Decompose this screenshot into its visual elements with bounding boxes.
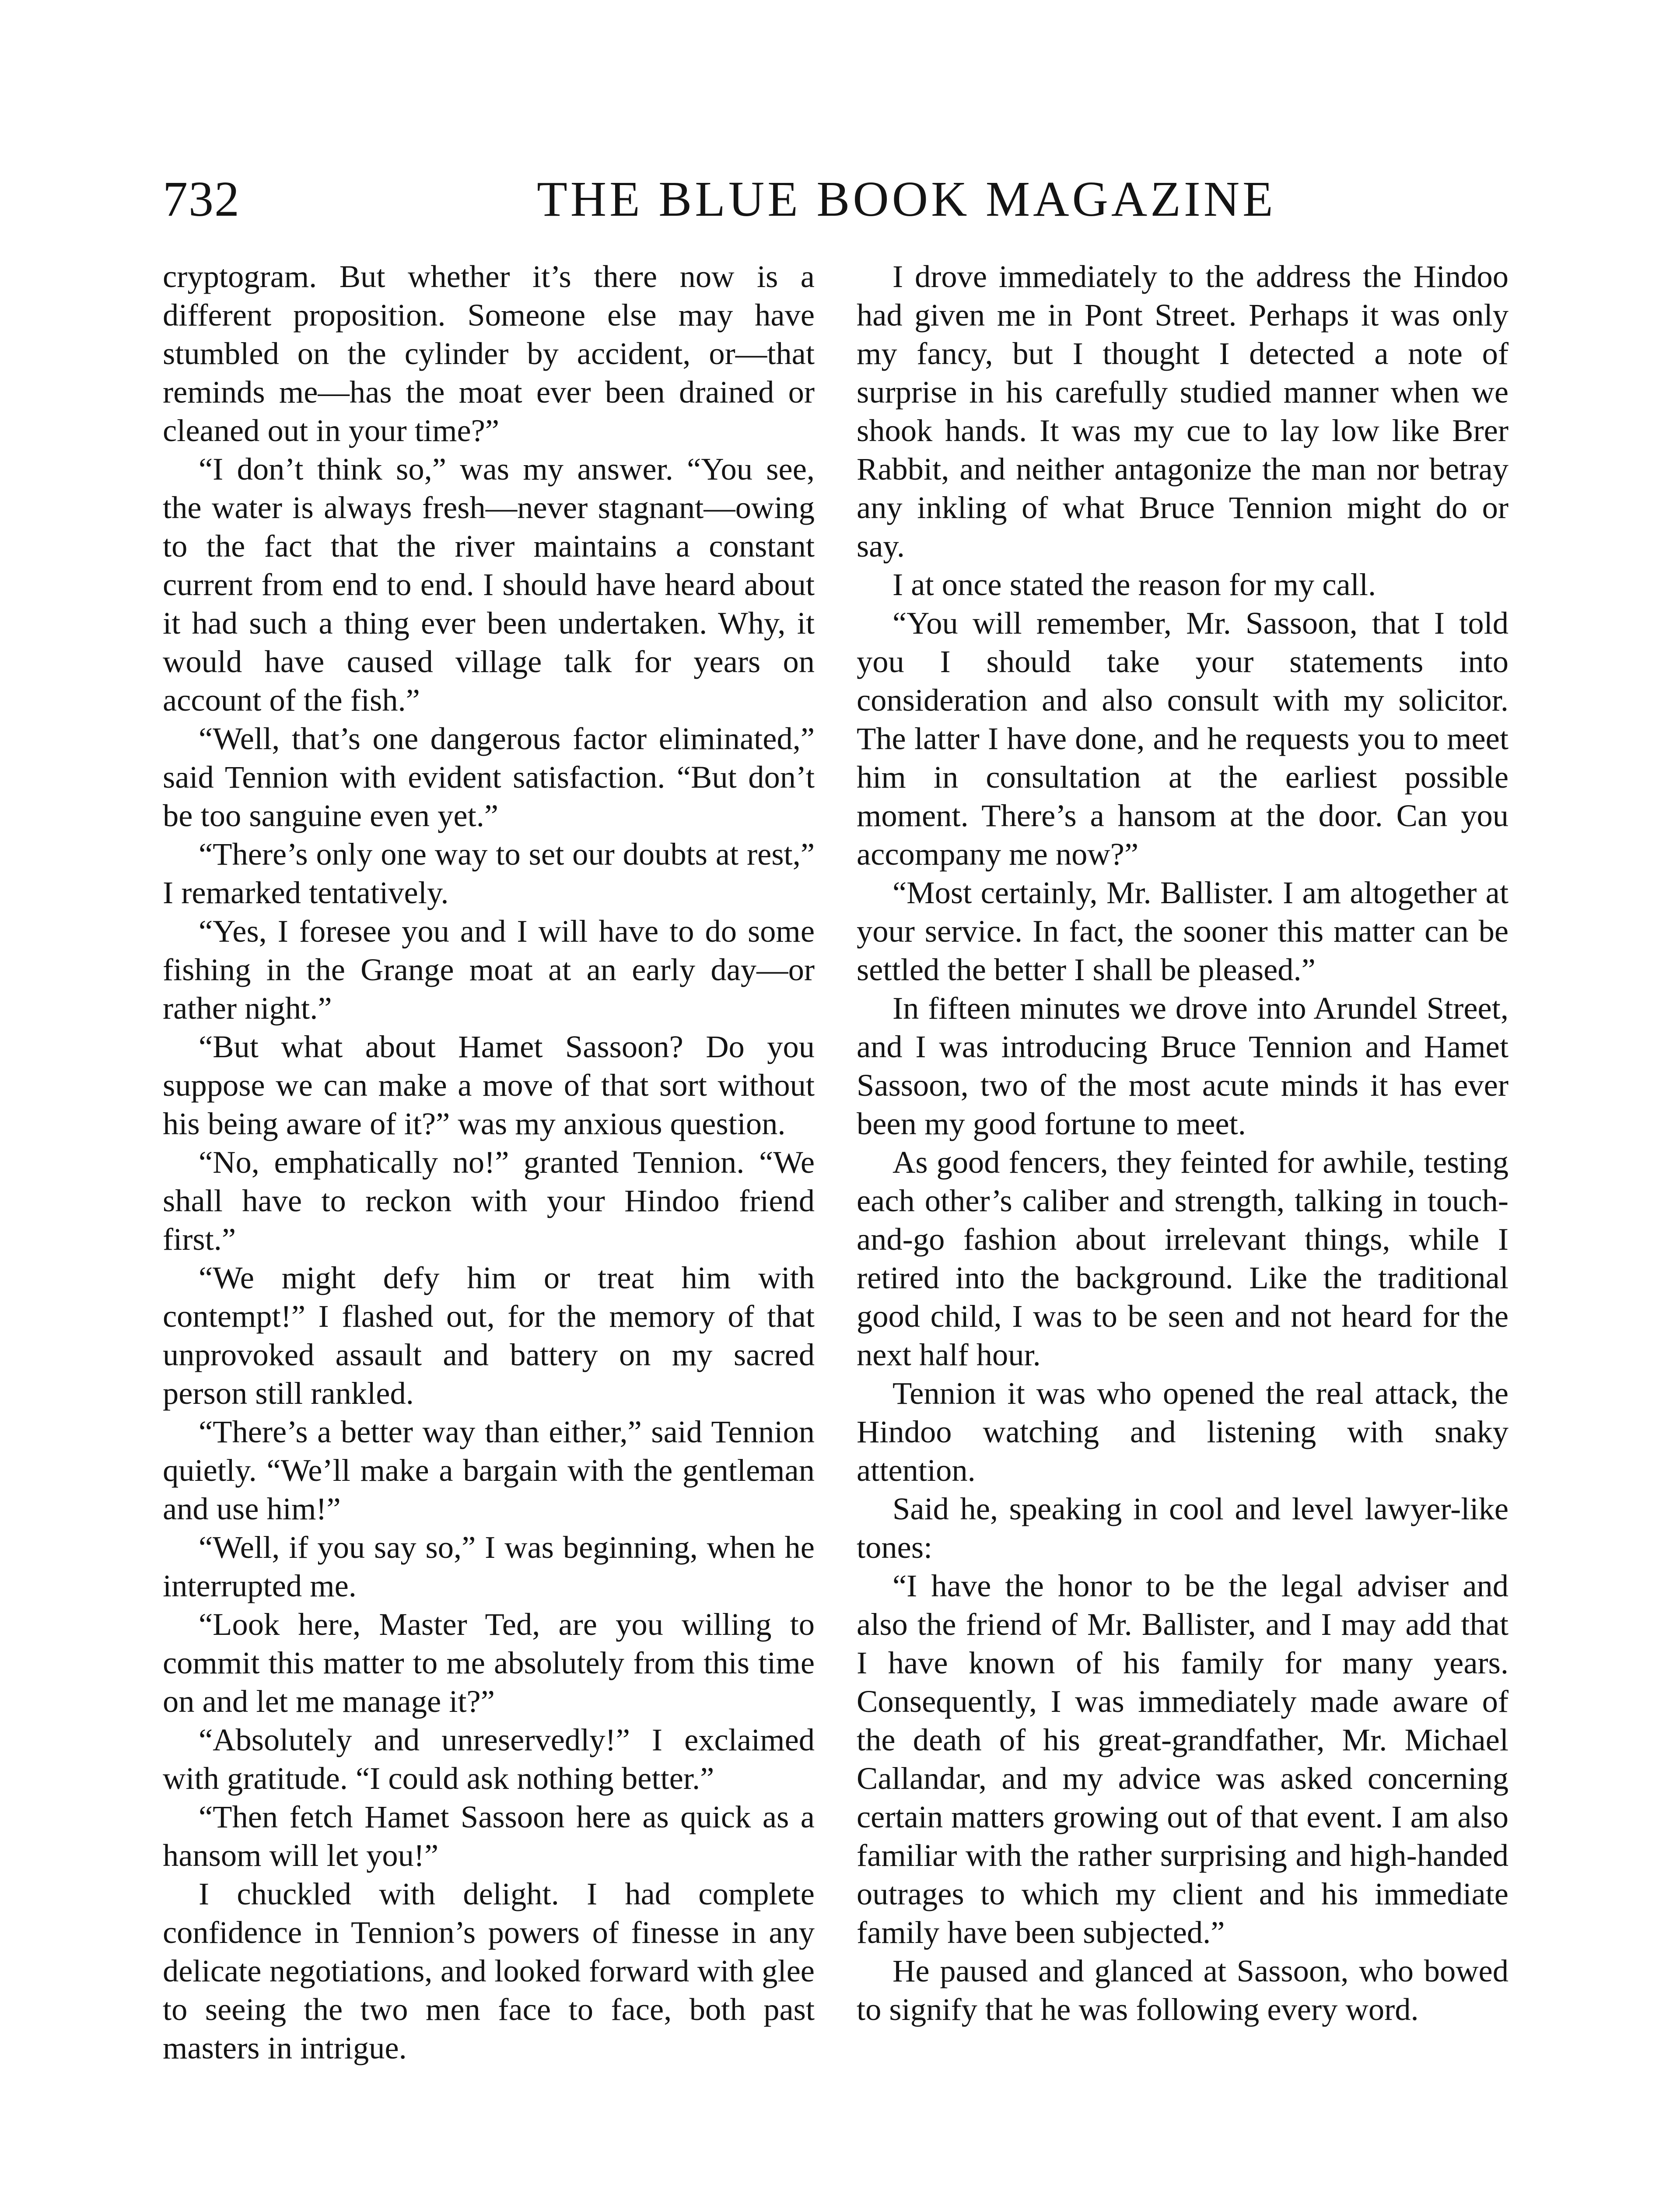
paragraph: “Then fetch Hamet Sassoon here as quick as a hansom will let you!”	[163, 1799, 815, 1873]
paragraph: “Most certainly, Mr. Ballister. I am altogether at your service. In fact, the sooner this matter can be settled the better I shall be pleased.”	[857, 875, 1508, 987]
paragraph: “Well, that’s one dangerous factor eliminated,” said Tennion with evident satisfaction. “But don’t be too sanguine even yet.”	[163, 721, 815, 833]
paragraph: Said he, speaking in cool and level lawyer-like tones:	[857, 1491, 1508, 1565]
paragraph: “I don’t think so,” was my answer. “You see, the water is always fresh—never stagnant—owing to the fact that the river maintains a constant current from end to end. I should have heard about it had such a thing ever been undertaken. Why, it would have caused village talk for years on account of the fish.”	[163, 451, 815, 718]
paragraph: “Look here, Master Ted, are you willing to commit this matter to me absolutely from this time on and let me manage it?”	[163, 1606, 815, 1719]
paragraph: “Absolutely and unreservedly!” I exclaimed with gratitude. “I could ask nothing better.”	[163, 1722, 815, 1796]
page-number: 732	[163, 171, 240, 227]
paragraph: “I have the honor to be the legal adviser and also the friend of Mr. Ballister, and I may add that I have known of his family for many years. Consequently, I was immediately made aware of the death of his great-grandfather, Mr. Michael Callandar, and my advice was asked concerning certain matters growing out of that event. I am also familiar with the rather surprising and high-handed outrages to which my client and his immediate family have been subjected.”	[857, 1568, 1508, 1950]
paragraph: “There’s a better way than either,” said Tennion quietly. “We’ll make a bargain with the gentleman and use him!”	[163, 1414, 815, 1526]
left-column	[163, 257, 815, 2067]
right-column	[857, 257, 1508, 2029]
paragraph: “You will remember, Mr. Sassoon, that I told you I should take your statements into consideration and also consult with my solicitor. The latter I have done, and he requests you to meet him in consultation at the earliest possible moment. There’s a hansom at the door. Can you accompany me now?”	[857, 605, 1508, 872]
paragraph: I chuckled with delight. I had complete confidence in Tennion’s powers of finesse in any delicate negotiations, and looked forward with glee to seeing the two men face to face, both past masters in intrigue.	[163, 1876, 815, 2065]
paragraph: In fifteen minutes we drove into Arundel Street, and I was introducing Bruce Tennion and Hamet Sassoon, two of the most acute minds it has ever been my good fortune to meet.	[857, 990, 1508, 1141]
paragraph: “We might defy him or treat him with contempt!” I flashed out, for the memory of that unprovoked assault and battery on my sacred person still rankled.	[163, 1260, 815, 1411]
paragraph: “Well, if you say so,” I was beginning, when he interrupted me.	[163, 1529, 815, 1603]
paragraph: “No, emphatically no!” granted Tennion. “We shall have to reckon with your Hindoo friend first.”	[163, 1144, 815, 1257]
paragraph: “There’s only one way to set our doubts at rest,” I remarked tentatively.	[163, 836, 815, 910]
paragraph: As good fencers, they feinted for awhile, testing each other’s caliber and strength, talking in touch-and-go fashion about irrelevant things, while I retired into the background. Like the traditional good child, I was to be seen and not heard for the next half hour.	[857, 1144, 1508, 1372]
magazine-title: THE BLUE BOOK MAGAZINE	[537, 171, 1276, 227]
paragraph: “Yes, I foresee you and I will have to do some fishing in the Grange moat at an early day—or rather night.”	[163, 913, 815, 1026]
paragraph: Tennion it was who opened the real attack, the Hindoo watching and listening with snaky attention.	[857, 1375, 1508, 1488]
page-header	[163, 166, 1646, 232]
paragraph: I drove immediately to the address the Hindoo had given me in Pont Street. Perhaps it was only my fancy, but I thought I detected a note of surprise in his carefully studied manner when we shook hands. It was my cue to lay low like Brer Rabbit, and neither antagonize the man nor betray any inkling of what Bruce Tennion might do or say.	[857, 259, 1508, 564]
paragraph: He paused and glanced at Sassoon, who bowed to signify that he was following every word.	[857, 1953, 1508, 2027]
paragraph: cryptogram. But whether it’s there now is a different proposition. Someone else may have stumbled on the cylinder by accident, or—that reminds me—has the moat ever been drained or cleaned out in your time?”	[163, 259, 815, 448]
paragraph: “But what about Hamet Sassoon? Do you suppose we can make a move of that sort without his being aware of it?” was my anxious question.	[163, 1029, 815, 1141]
paragraph: I at once stated the reason for my call.	[892, 567, 1376, 602]
